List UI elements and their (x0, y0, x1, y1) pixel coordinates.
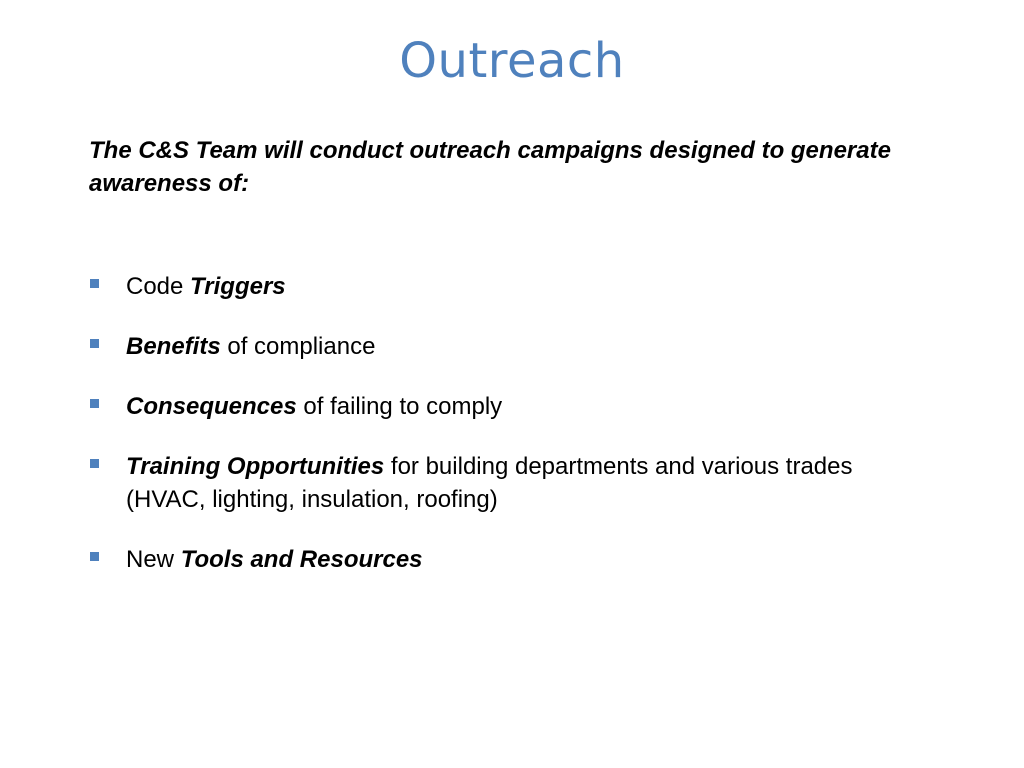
bullet-text-before: Code (126, 273, 191, 300)
square-bullet-icon (90, 279, 99, 288)
bullet-emphasis: Benefits (126, 333, 221, 360)
bullet-emphasis: Triggers (190, 273, 286, 300)
bullet-emphasis: Consequences (126, 393, 297, 420)
bullet-item-consequences (89, 390, 929, 423)
bullet-list (89, 270, 929, 603)
bullet-item-training (89, 450, 929, 516)
square-bullet-icon (90, 339, 99, 348)
bullet-item-benefits (89, 330, 929, 363)
bullet-item-tools (89, 543, 929, 576)
slide-title: Outreach (399, 33, 625, 89)
square-bullet-icon (90, 552, 99, 561)
bullet-emphasis: Training Opportunities (126, 453, 385, 480)
bullet-text-after: of compliance (220, 333, 376, 360)
bullet-text-after: for building departments and various trades (HVAC, lighting, insulation, roofing) (126, 453, 853, 513)
intro-text: The C&S Team will conduct outreach campaigns designed to generate awareness of: (89, 137, 891, 197)
bullet-item-triggers (89, 270, 929, 303)
square-bullet-icon (90, 399, 99, 408)
bullet-text-after: of failing to comply (296, 393, 503, 420)
bullet-emphasis: Tools and Resources (180, 546, 423, 573)
bullet-text-before: New (126, 546, 181, 573)
square-bullet-icon (90, 459, 99, 468)
